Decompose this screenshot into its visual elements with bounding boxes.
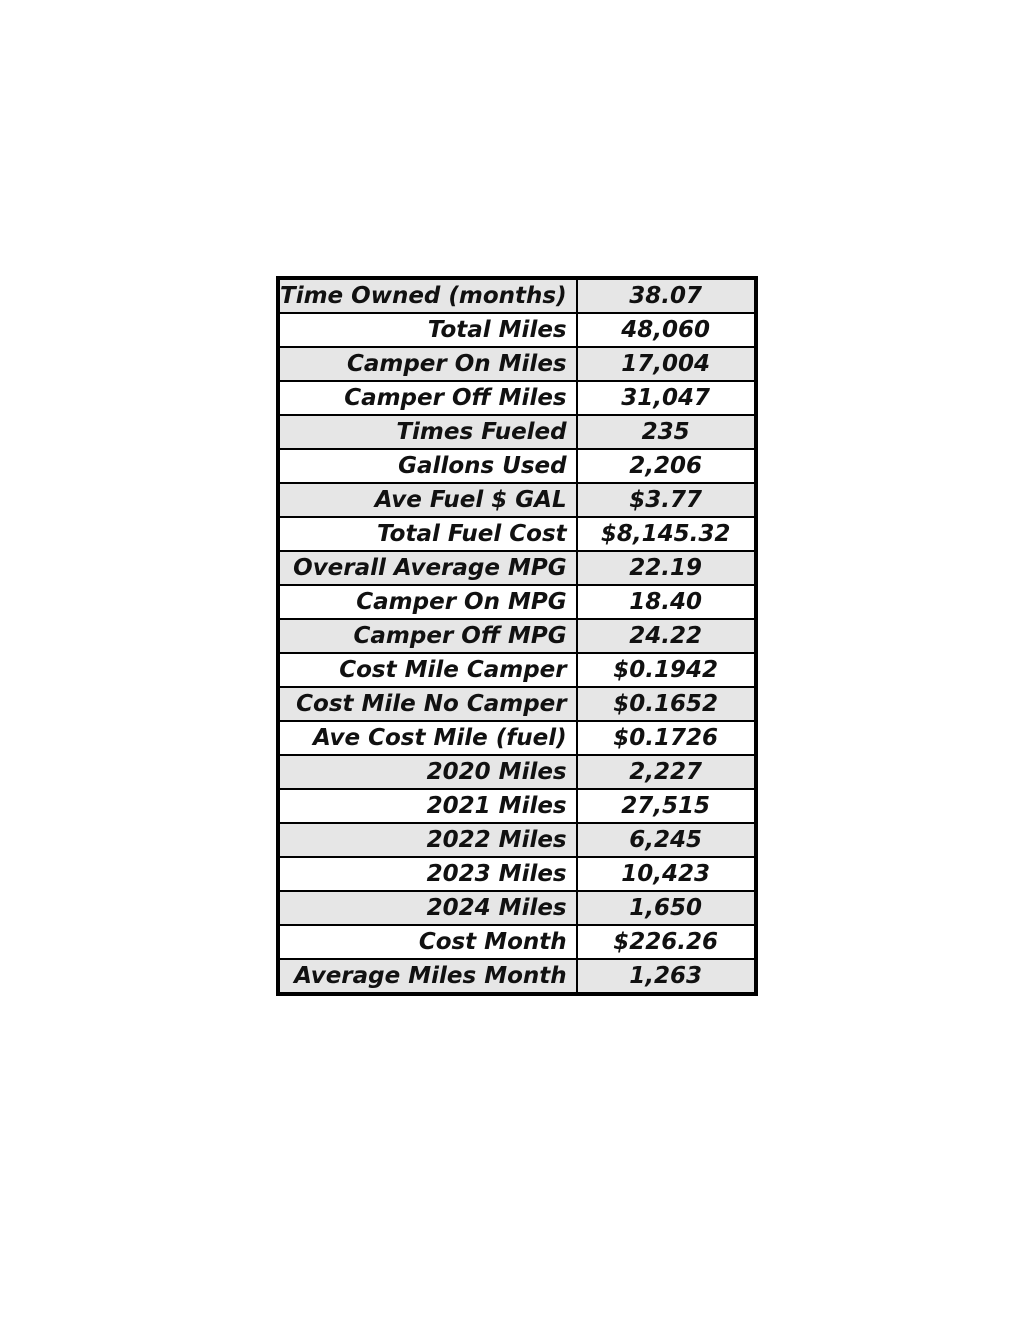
row-label: 2020 Miles — [278, 755, 577, 789]
row-value: $8,145.32 — [577, 517, 756, 551]
row-label: Camper On MPG — [278, 585, 577, 619]
row-value: $226.26 — [577, 925, 756, 959]
table-row — [278, 347, 756, 381]
row-value: 6,245 — [577, 823, 756, 857]
row-label: 2023 Miles — [278, 857, 577, 891]
row-value: $0.1726 — [577, 721, 756, 755]
table-row — [278, 789, 756, 823]
row-label: 2022 Miles — [278, 823, 577, 857]
table-row — [278, 381, 756, 415]
vehicle-stats-table — [276, 276, 758, 996]
table-row — [278, 823, 756, 857]
table-row — [278, 925, 756, 959]
table-row — [278, 278, 756, 313]
row-value: 38.07 — [577, 278, 756, 313]
table-row — [278, 313, 756, 347]
row-label: Total Miles — [278, 313, 577, 347]
table-row — [278, 415, 756, 449]
row-label: Camper Off MPG — [278, 619, 577, 653]
table-row — [278, 551, 756, 585]
row-value: 2,227 — [577, 755, 756, 789]
table-row — [278, 483, 756, 517]
row-label: 2024 Miles — [278, 891, 577, 925]
row-label: Time Owned (months) — [278, 278, 577, 313]
row-label: Camper Off Miles — [278, 381, 577, 415]
row-label: Average Miles Month — [278, 959, 577, 994]
row-value: 17,004 — [577, 347, 756, 381]
row-value: 22.19 — [577, 551, 756, 585]
table-row — [278, 891, 756, 925]
row-value: 1,650 — [577, 891, 756, 925]
table-row — [278, 517, 756, 551]
table-row — [278, 449, 756, 483]
table-row — [278, 653, 756, 687]
table-row — [278, 619, 756, 653]
row-label: Total Fuel Cost — [278, 517, 577, 551]
row-label: Cost Mile Camper — [278, 653, 577, 687]
row-label: Cost Month — [278, 925, 577, 959]
row-label: Ave Cost Mile (fuel) — [278, 721, 577, 755]
table-row — [278, 721, 756, 755]
row-label: 2021 Miles — [278, 789, 577, 823]
row-label: Overall Average MPG — [278, 551, 577, 585]
vehicle-stats-body — [278, 278, 756, 994]
row-value: $0.1652 — [577, 687, 756, 721]
row-value: 235 — [577, 415, 756, 449]
row-label: Ave Fuel $ GAL — [278, 483, 577, 517]
row-label: Times Fueled — [278, 415, 577, 449]
row-value: $0.1942 — [577, 653, 756, 687]
row-label: Camper On Miles — [278, 347, 577, 381]
row-value: 24.22 — [577, 619, 756, 653]
row-value: $3.77 — [577, 483, 756, 517]
table-row — [278, 585, 756, 619]
row-value: 2,206 — [577, 449, 756, 483]
row-label: Cost Mile No Camper — [278, 687, 577, 721]
row-value: 1,263 — [577, 959, 756, 994]
table-row — [278, 687, 756, 721]
row-value: 10,423 — [577, 857, 756, 891]
row-value: 31,047 — [577, 381, 756, 415]
table-row — [278, 755, 756, 789]
table-row — [278, 959, 756, 994]
table-row — [278, 857, 756, 891]
row-label: Gallons Used — [278, 449, 577, 483]
row-value: 48,060 — [577, 313, 756, 347]
row-value: 27,515 — [577, 789, 756, 823]
row-value: 18.40 — [577, 585, 756, 619]
